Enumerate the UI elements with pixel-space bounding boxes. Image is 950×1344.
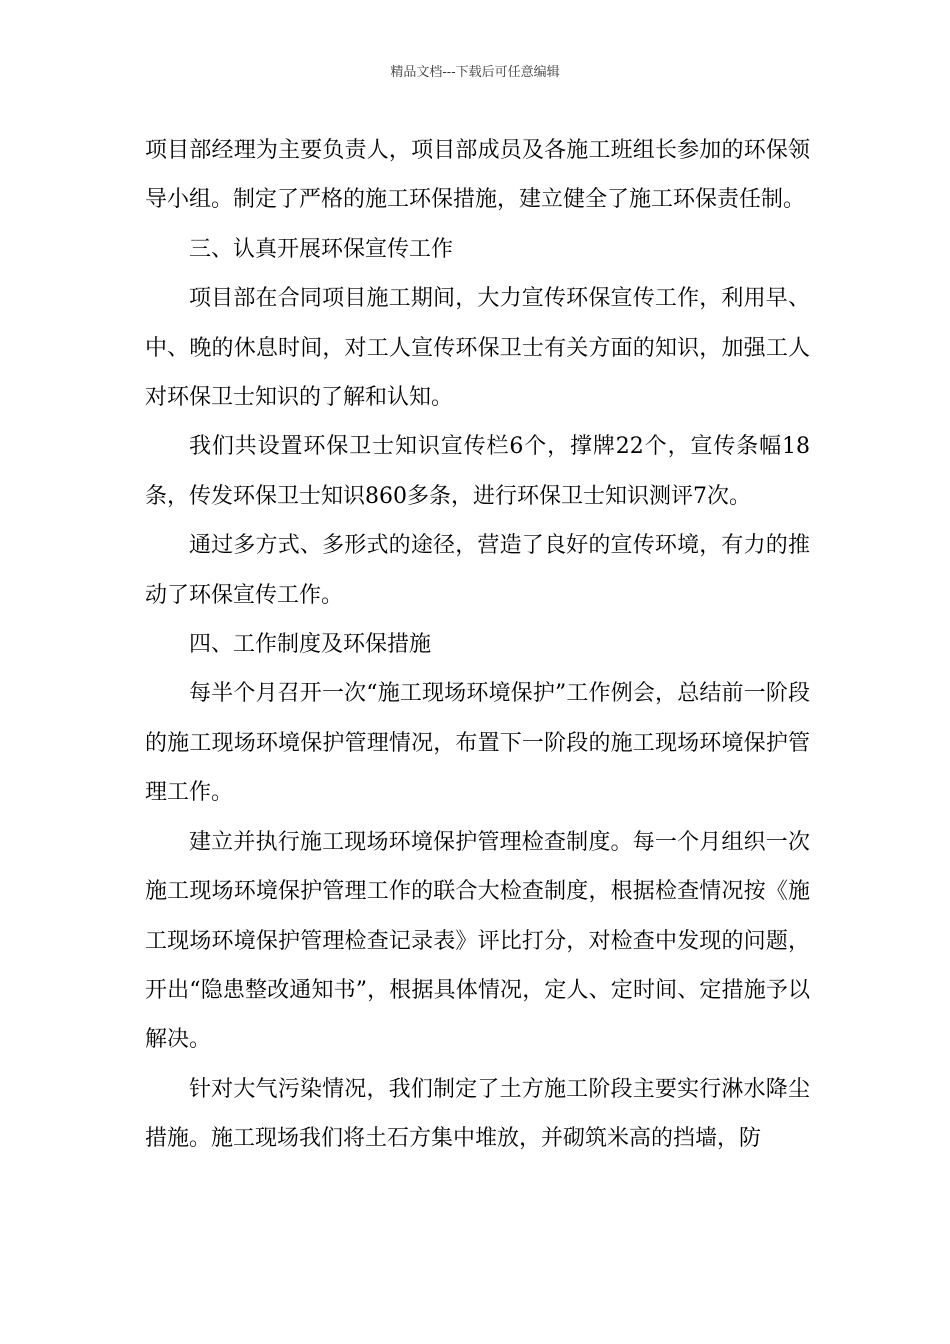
document-body [145, 126, 810, 1164]
section-heading-3: 三、认真开展环保宣传工作 [189, 236, 454, 262]
paragraph: 通过多方式、多形式的途径，营造了良好的宣传环境，有力的推动了环保宣传工作。 [145, 533, 810, 608]
section-heading-4: 四、工作制度及环保措施 [189, 632, 432, 658]
paragraph: 针对大气污染情况，我们制定了土方施工阶段主要实行淋水降尘措施。施工现场我们将土石方集中堆放，并砌筑米高的挡墙，防 [145, 1076, 810, 1152]
page-header: 精品文档---下载后可任意编辑 [390, 65, 560, 80]
paragraph: 每半个月召开一次“施工现场环境保护”工作例会，总结前一阶段的施工现场环境保护管理情况，布置下一阶段的施工现场环境保护管理工作。 [145, 681, 810, 806]
paragraph: 项目部在合同项目施工期间，大力宣传环保宣传工作，利用早、中、晚的休息时间，对工人宣传环保卫士有关方面的知识，加强工人对环保卫士知识的了解和认知。 [145, 286, 810, 411]
paragraph: 建立并执行施工现场环境保护管理检查制度。每一个月组织一次施工现场环境保护管理工作的联合大检查制度，根据检查情况按《施工现场环境保护管理检查记录表》评比打分，对检查中发现的问题，开出“隐患整改通知书”，根据具体情况，定人、定时间、定措施予以解决。 [145, 829, 810, 1053]
paragraph: 我们共设置环保卫士知识宣传栏6个，撑牌22个，宣传条幅18条，传发环保卫士知识860多条，进行环保卫士知识测评7次。 [145, 434, 810, 509]
paragraph-continuation: 项目部经理为主要负责人，项目部成员及各施工班组长参加的环保领导小组。制定了严格的施工环保措施，建立健全了施工环保责任制。 [145, 138, 810, 213]
